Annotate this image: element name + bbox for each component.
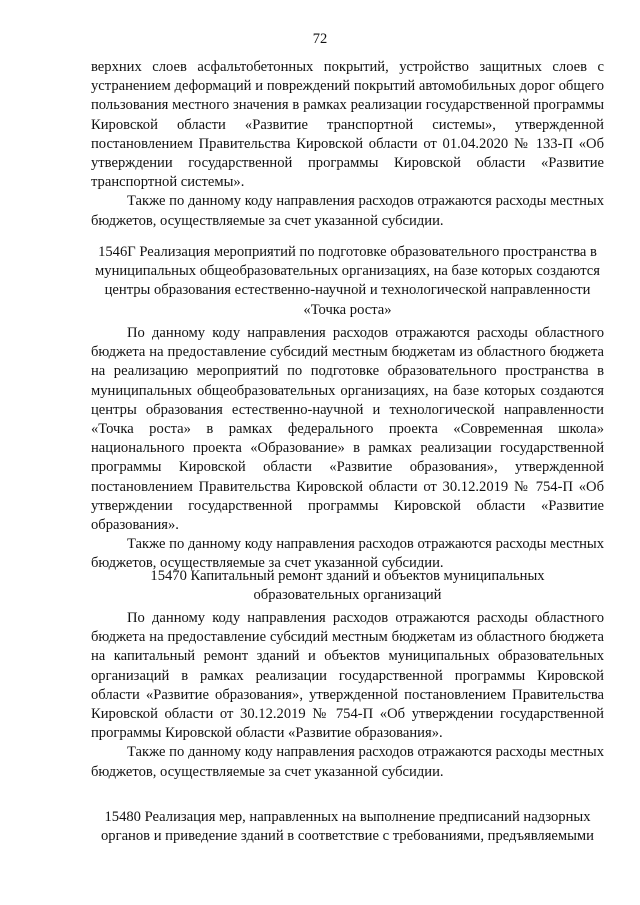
section-1546g-paragraph-2: Также по данному коду направления расходов отражаются расходы местных бюджетов, осуществляемые за счет указанной субсидии. xyxy=(91,536,604,572)
intro-paragraph-1: верхних слоев асфальтобетонных покрытий, устройство защитных слоев с устранением деформаций и повреждений покрытий автомобильных дорог общего пользования местного значения в рамках реализации государственной программы Кировской области «Развитие транспортной системы», утвержденной постановлением Правительства Кировской области от 01.04.2020 № 133-П «Об утверждении государственной программы Кировской области «Развитие транспортной системы». xyxy=(91,59,604,191)
page-number: 72 xyxy=(312,31,328,47)
intro-block xyxy=(91,58,604,231)
section-1546g-paragraph-1: По данному коду направления расходов отражаются расходы областного бюджета на предоставление субсидий местным бюджетам из областного бюджета на реализацию мероприятий по подготовке образовательного пространства в муниципальных общеобразовательных организациях, на базе которых создаются центры образования естественно-научной и технологической направленности «Точка роста» в рамках федерального проекта «Современная школа» национального проекта «Образование» в рамках реализации государственной программы Кировской области «Развитие образования», утвержденной постановлением Правительства Кировской области от 30.12.2019 № 754-П «Об утверждении государственной программы Кировской области «Развитие образования». xyxy=(91,325,604,534)
section-15480-heading: 15480 Реализация мер, направленных на выполнение предписаний надзорных органов и приведение зданий в соответствие с требованиями, предъявляемыми xyxy=(101,809,594,845)
section-15470-paragraph-2: Также по данному коду направления расходов отражаются расходы местных бюджетов, осуществляемые за счет указанной субсидии. xyxy=(91,744,604,780)
section-15470-heading: 15470 Капитальный ремонт зданий и объектов муниципальных образовательных организаций xyxy=(150,568,545,604)
section-1546g-body xyxy=(91,324,604,574)
section-15470-paragraph-1: По данному коду направления расходов отражаются расходы областного бюджета на предоставление субсидий местным бюджетам из областного бюджета на капитальный ремонт зданий и объектов муниципальных образовательных организаций в рамках реализации государственной программы Кировской области «Развитие образования», утвержденной постановлением Правительства Кировской области от 30.12.2019 № 754-П «Об утверждении государственной программы Кировской области «Развитие образования». xyxy=(91,610,604,742)
intro-paragraph-2: Также по данному коду направления расходов отражаются расходы местных бюджетов, осуществляемые за счет указанной субсидии. xyxy=(91,193,604,229)
section-15470-body xyxy=(91,609,604,782)
section-1546g-heading: 1546Г Реализация мероприятий по подготовке образовательного пространства в муниципальных общеобразовательных организациях, на базе которых создаются центры образования естественно-научной и технологической направленности «Точка роста» xyxy=(95,244,600,318)
